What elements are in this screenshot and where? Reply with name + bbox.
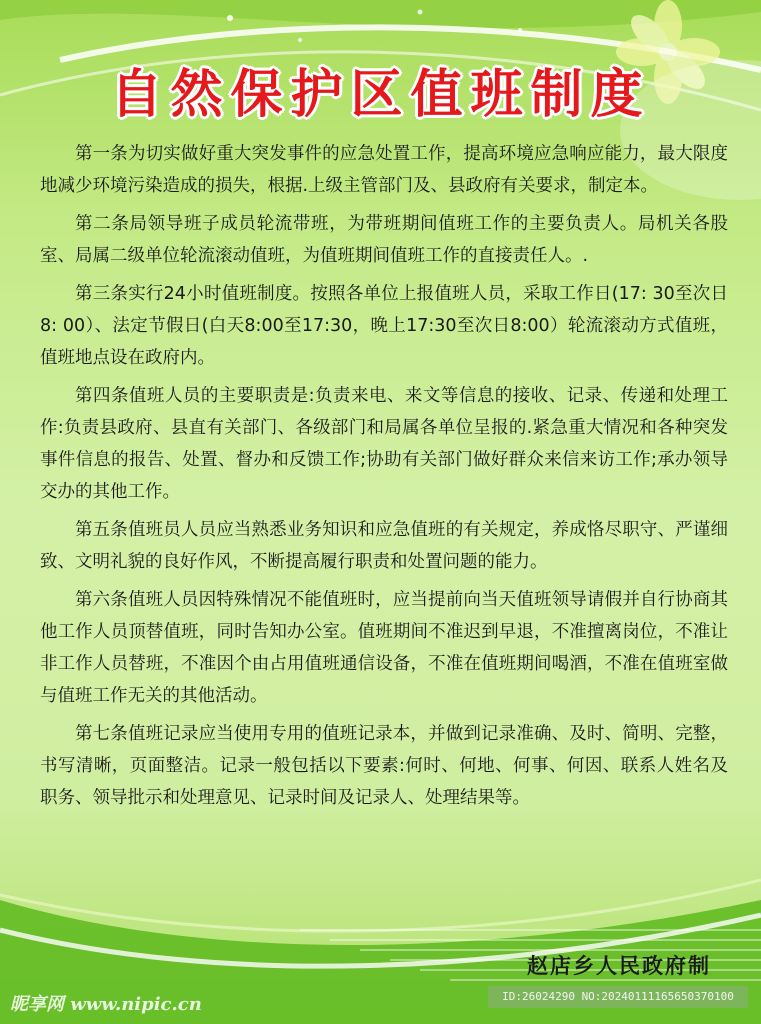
watermark-id: ID:26024290 NO:20240111165650370100 <box>488 986 748 1008</box>
article-1: 第一条为切实做好重大突发事件的应急处置工作，提高环境应急响应能力，最大限度地减少环境污染造成的损失，根据.上级主管部门及、县政府有关要求，制定本。 <box>40 144 728 196</box>
article-list <box>40 138 728 820</box>
article-2: 第二条局领导班子成员轮流带班，为带班期间值班工作的主要负责人。局机关各股室、局属二级单位轮流滚动值班，为值班期间值班工作的直接责任人。. <box>40 214 728 266</box>
article-5: 第五条值班员人员应当熟悉业务知识和应急值班的有关规定，养成恪尽职守、严谨细致、文明礼貌的良好作风，不断提高履行职责和处置问题的能力。 <box>40 520 728 572</box>
page-title: 自然保护区值班制度 <box>110 65 651 125</box>
article-6: 第六条值班人员因特殊情况不能值班时，应当提前向当天值班领导请假并自行协商其他工作人员顶替值班，同时告知办公室。值班期间不准迟到早退，不准擅离岗位，不准让非工作人员替班，不准因个由占用值班通信设备，不准在值班期间喝酒，不准在值班室做与值班工作无关的其他活动。 <box>40 590 728 706</box>
sparkle <box>418 10 423 15</box>
issuer-signature: 赵店乡人民政府制 <box>527 954 711 978</box>
sparkle <box>298 38 302 42</box>
sparkle <box>518 28 522 32</box>
sparkle <box>227 15 233 21</box>
watermark-logo: 昵享网 www.nipic.cn <box>10 994 202 1015</box>
article-4: 第四条值班人员的主要职责是:负责来电、来文等信息的接收、记录、传递和处理工作:负责县政府、县直有关部门、各级部门和局属各单位呈报的.紧急重大情况和各种突发事件信息的报告、处置、督办和反馈工作;协助有关部门做好群众来信来访工作;承办领导交办的其他工作。 <box>40 386 728 502</box>
article-7: 第七条值班记录应当使用专用的值班记录本，并做到记录准确、及时、简明、完整，书写清晰，页面整洁。记录一般包括以下要素:何时、何地、何事、何因、联系人姓名及职务、领导批示和处理意见、记录时间及记录人、处理结果等。 <box>40 724 728 808</box>
article-3: 第三条实行24小时值班制度。按照各单位上报值班人员，采取工作日(17: 30至次日8: 00）、法定节假日(白天8:00至17:30，晚上17:30至次日8:00）轮流滚动方式值班，值班地点设在政府内。 <box>40 284 728 368</box>
